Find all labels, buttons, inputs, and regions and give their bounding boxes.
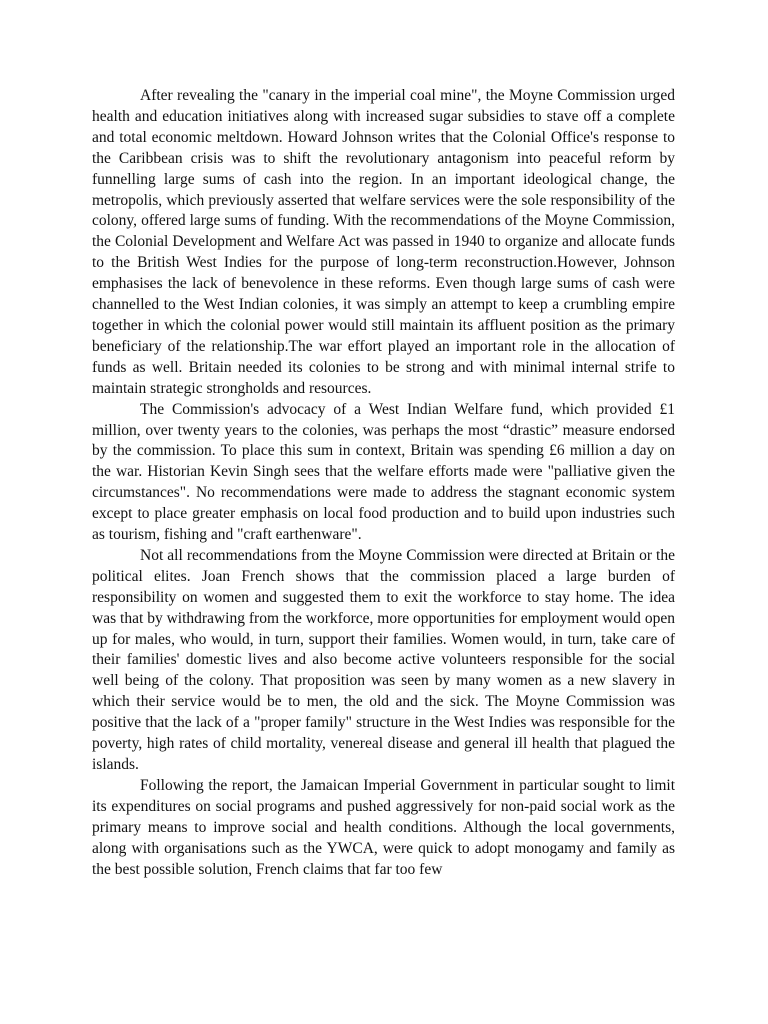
document-page [92, 86, 675, 880]
paragraph-jamaican-government: Following the report, the Jamaican Imperial Government in particular sought to limit its expenditures on social programs and pushed aggressively for non-paid social work as the primary means to improve social and health conditions. Although the local governments, along with organisations such as the YWCA, were quick to adopt monogamy and family as the best possible solution, French claims that far too few [92, 776, 675, 878]
paragraph-welfare-funding: After revealing the "canary in the imperial coal mine", the Moyne Commission urged health and education initiatives along with increased sugar subsidies to stave off a complete and total economic meltdown. Howard Johnson writes that the Colonial Office's response to the Caribbean crisis was to shift the revolutionary antagonism into peaceful reform by funnelling large sums of cash into the region. In an important ideological change, the metropolis, which previously asserted that welfare services were the sole responsibility of the colony, offered large sums of funding. With the recommendations of the Moyne Commission, the Colonial Development and Welfare Act was passed in 1940 to organize and allocate funds to the British West Indies for the purpose of long-term reconstruction.However, Johnson emphasises the lack of benevolence in these reforms. Even though large sums of cash were channelled to the West Indian colonies, it was simply an attempt to keep a crumbling empire together in which the colonial power would still maintain its affluent position as the primary beneficiary of the relationship.The war effort played an important role in the allocation of funds as well. Britain needed its colonies to be strong and with minimal internal strife to maintain strategic strongholds and resources. [92, 87, 675, 397]
paragraph-women-recommendations: Not all recommendations from the Moyne Commission were directed at Britain or the political elites. Joan French shows that the commission placed a large burden of responsibility on women and suggested them to exit the workforce to stay home. The idea was that by withdrawing from the workforce, more opportunities for employment would open up for males, who would, in turn, support their families. Women would, in turn, take care of their families' domestic lives and also become active volunteers responsible for the social well being of the colony. That proposition was seen by many women as a new slavery in which their service would be to men, the old and the sick. The Moyne Commission was positive that the lack of a "proper family" structure in the West Indies was responsible for the poverty, high rates of child mortality, venereal disease and general ill health that plagued the islands. [92, 546, 675, 773]
paragraph-welfare-fund-advocacy: The Commission's advocacy of a West Indian Welfare fund, which provided £1 million, over twenty years to the colonies, was perhaps the most “drastic” measure endorsed by the commission. To place this sum in context, Britain was spending £6 million a day on the war. Historian Kevin Singh sees that the welfare efforts made were "palliative given the circumstances". No recommendations were made to address the stagnant economic system except to place greater emphasis on local food production and to build upon industries such as tourism, fishing and "craft earthenware". [92, 400, 675, 544]
